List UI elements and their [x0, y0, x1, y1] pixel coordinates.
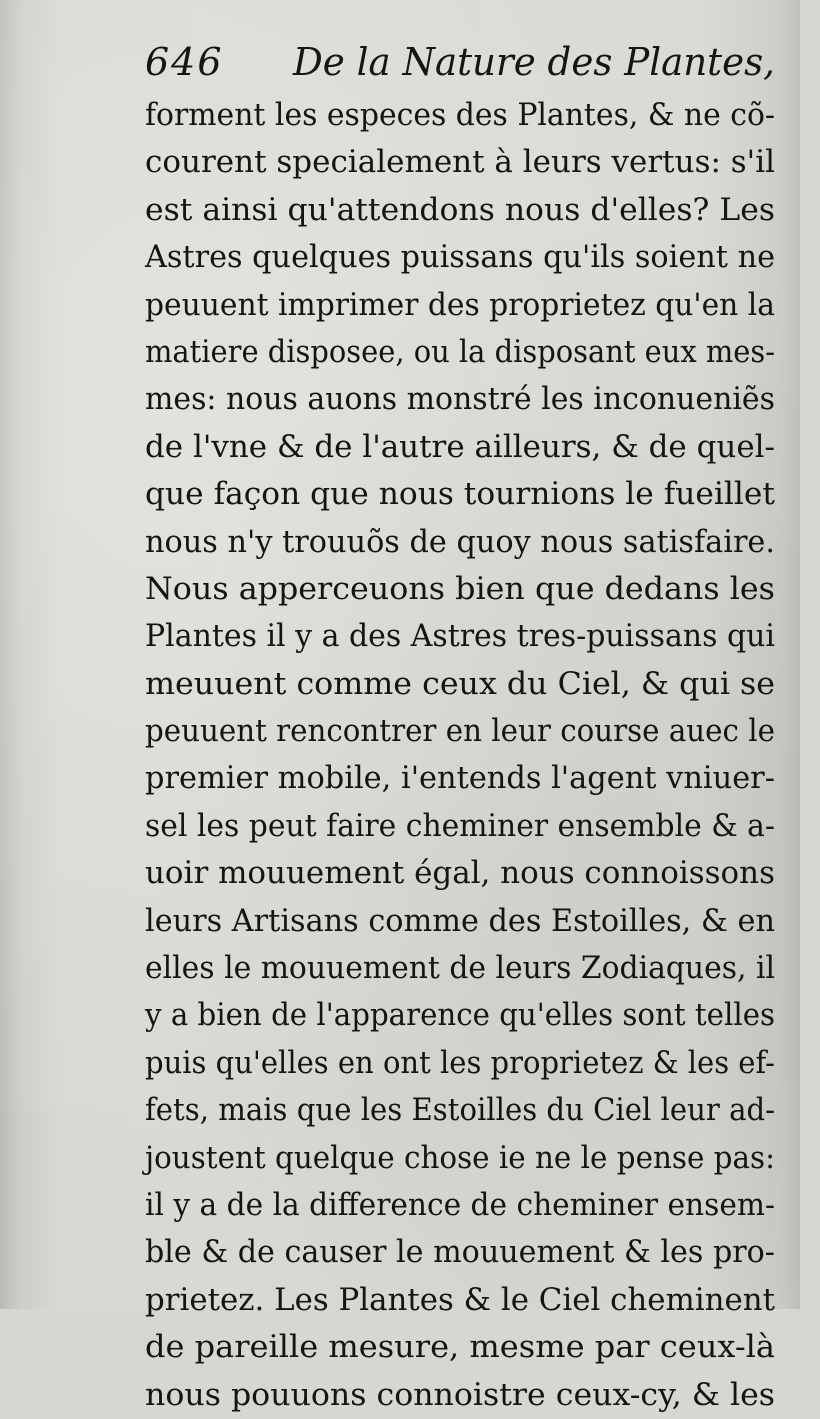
- text-line: [145, 1135, 775, 1182]
- text-line: [145, 139, 775, 186]
- text-line: [145, 992, 775, 1039]
- text-line: [145, 708, 775, 755]
- text-line-content: il y a de la difference de cheminer ensem-: [145, 1186, 776, 1223]
- text-line: [145, 1324, 775, 1371]
- text-line-content: mes: nous auons monstré les inconueniẽs: [145, 381, 775, 418]
- text-line-content: peuuent imprimer des proprietez qu'en la: [145, 286, 776, 323]
- text-line-content: de l'vne & de l'autre ailleurs, & de quel-: [145, 428, 776, 465]
- running-title: De la Nature des Plantes,: [293, 40, 775, 84]
- text-line-content: uoir mouuement égal, nous connoissons: [145, 855, 775, 892]
- text-line-content: que façon que nous tournions le fueillet: [145, 476, 775, 513]
- text-line: [145, 850, 775, 897]
- text-line-content: de pareille mesure, mesme par ceux-là: [145, 1329, 776, 1366]
- text-line: [145, 898, 775, 945]
- text-line: [145, 282, 775, 329]
- text-line-content: Astres quelques puissans qu'ils soient ne: [145, 239, 776, 276]
- text-line-content: puis qu'elles en ont les proprietez & les ef-: [145, 1044, 775, 1081]
- text-line: [145, 1040, 775, 1087]
- text-line-content: ble & de causer le mouuement & les pro-: [145, 1234, 775, 1271]
- text-line: [145, 376, 775, 423]
- text-line-content: sel les peut faire cheminer ensemble & a-: [145, 807, 775, 844]
- text-line: [145, 803, 775, 850]
- text-line: [145, 471, 775, 518]
- text-line: [145, 1372, 775, 1419]
- running-head: [145, 40, 775, 96]
- text-line-content: nous n'y trouuõs de quoy nous satisfaire.: [145, 523, 776, 560]
- text-line-content: est ainsi qu'attendons nous d'elles? Les: [145, 191, 775, 228]
- text-line: [145, 519, 775, 566]
- text-line-content: meuuent comme ceux du Ciel, & qui se: [145, 665, 776, 702]
- text-line-content: premier mobile, i'entends l'agent vniuer-: [145, 760, 775, 797]
- page-number: 646: [145, 40, 224, 84]
- text-line-content: joustent quelque chose ie ne le pense pas:: [145, 1139, 775, 1176]
- text-line: [145, 1182, 775, 1229]
- text-line-content: nous pouuons connoistre ceux-cy, & les: [145, 1376, 776, 1413]
- text-line: [145, 92, 775, 139]
- text-line-content: elles le mouuement de leurs Zodiaques, il: [145, 950, 776, 987]
- text-line: [145, 613, 775, 660]
- text-line-content: Nous apperceuons bien que dedans les: [145, 570, 775, 607]
- text-line: [145, 945, 775, 992]
- text-line: [145, 187, 775, 234]
- text-line: [145, 1087, 775, 1134]
- body-text: [145, 92, 775, 1419]
- text-line: [145, 755, 775, 802]
- text-line: [145, 234, 775, 281]
- text-line: [145, 1229, 775, 1276]
- text-line-content: fets, mais que les Estoilles du Ciel leur ad-: [145, 1092, 775, 1129]
- text-line: [145, 1277, 775, 1324]
- text-line-content: matiere disposee, ou la disposant eux mes-: [145, 333, 775, 370]
- text-line: [145, 566, 775, 613]
- text-line-content: Plantes il y a des Astres tres-puissans qui: [145, 618, 775, 655]
- text-line: [145, 424, 775, 471]
- text-line-content: courent specialement à leurs vertus: s'il: [145, 144, 776, 181]
- text-line-content: prietez. Les Plantes & le Ciel cheminent: [145, 1281, 775, 1318]
- text-line-content: peuuent rencontrer en leur course auec le: [145, 713, 775, 750]
- text-line: [145, 661, 775, 708]
- text-line: [145, 329, 775, 376]
- text-line-content: y a bien de l'apparence qu'elles sont telles: [145, 997, 776, 1034]
- text-line-content: leurs Artisans comme des Estoilles, & en: [145, 902, 775, 939]
- text-line-content: forment les especes des Plantes, & ne cõ-: [145, 97, 776, 133]
